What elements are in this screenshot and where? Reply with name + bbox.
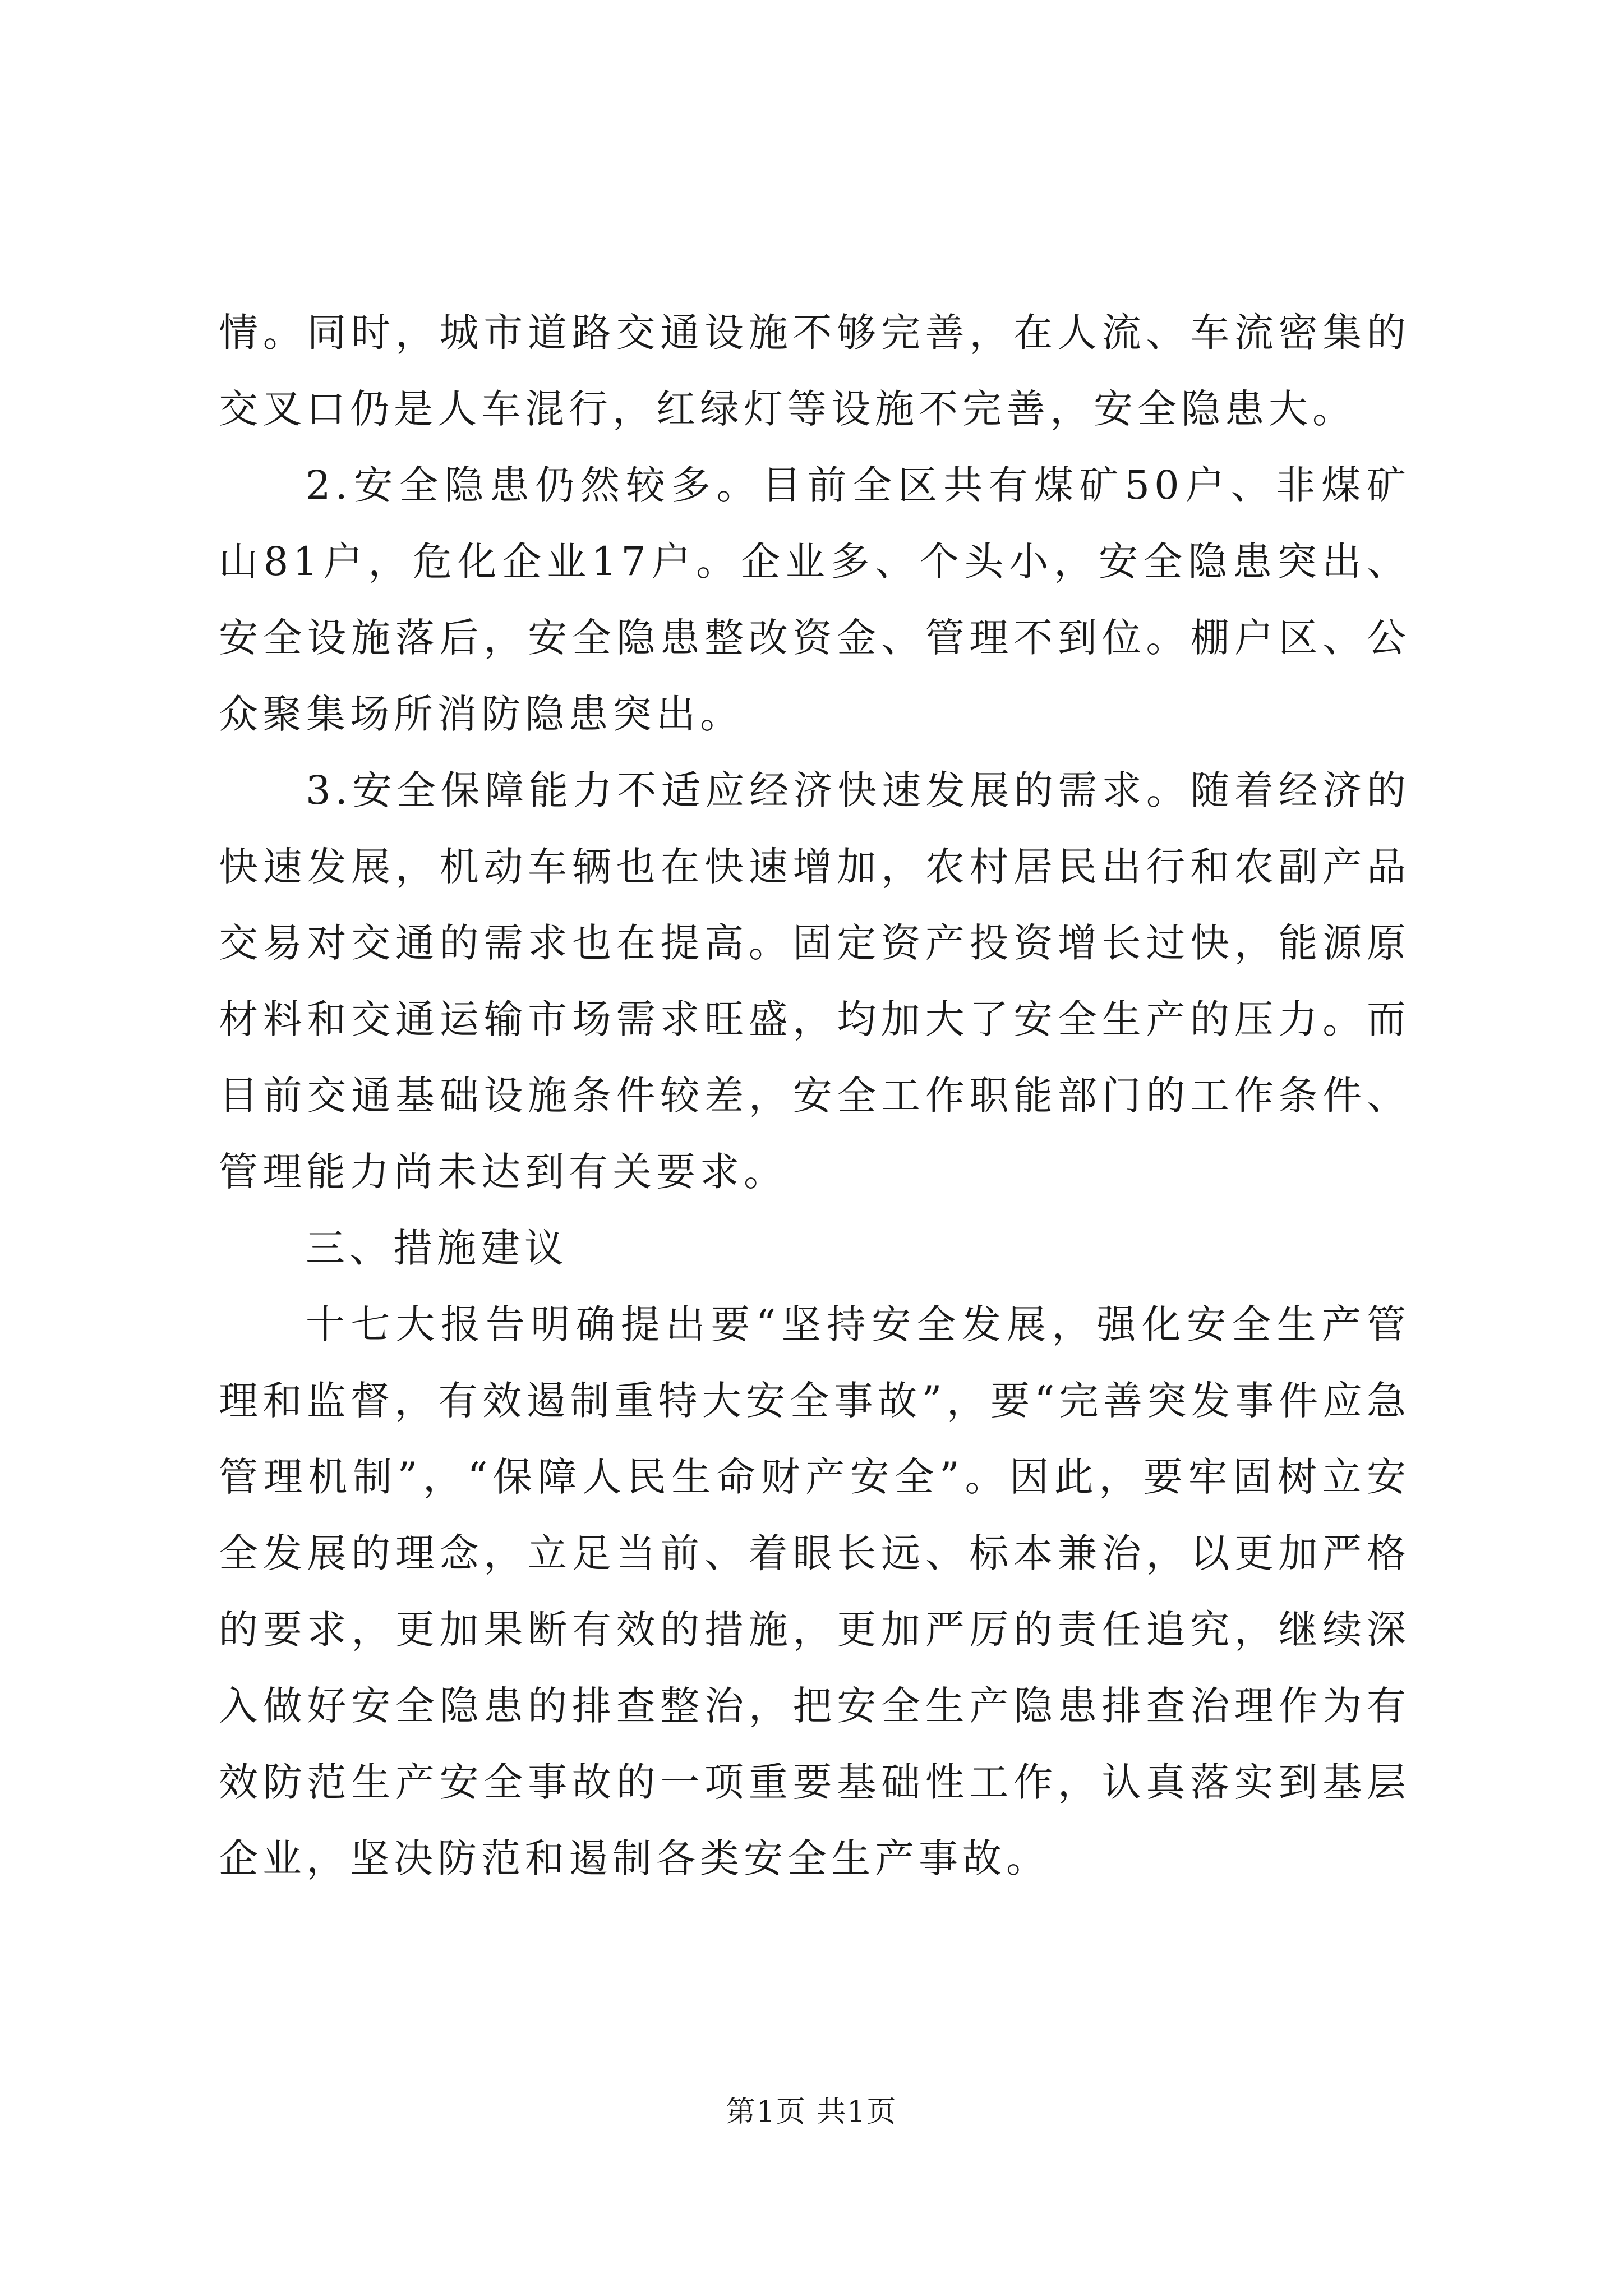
paragraph-continuation: 情。同时，城市道路交通设施不够完善，在人流、车流密集的交叉口仍是人车混行，红绿灯等设施不完善，安全隐患大。 [219, 310, 1410, 432]
document-body [219, 295, 1410, 1897]
paragraph-point-3: 3.安全保障能力不适应经济快速发展的需求。随着经济的快速发展，机动车辆也在快速增加，农村居民出行和农副产品交易对交通的需求也在提高。固定资产投资增长过快，能源原材料和交通运输市场需求旺盛，均加大了安全生产的压力。而目前交通基础设施条件较差，安全工作职能部门的工作条件、管理能力尚未达到有关要求。 [219, 767, 1410, 1195]
section-heading: 三、措施建议 [306, 1225, 568, 1271]
page-number-footer: 第1页 共1页 [726, 2095, 897, 2129]
paragraph-point-2: 2.安全隐患仍然较多。目前全区共有煤矿50户、非煤矿山81户，危化企业17户。企业多、个头小，安全隐患突出、安全设施落后，安全隐患整改资金、管理不到位。棚户区、公众聚集场所消防隐患突出。 [219, 462, 1410, 737]
paragraph-measures: 十七大报告明确提出要“坚持安全发展，强化安全生产管理和监督，有效遏制重特大安全事故”，要“完善突发事件应急管理机制”，“保障人民生命财产安全”。因此，要牢固树立安全发展的理念，立足当前、着眼长远、标本兼治，以更加严格的要求，更加果断有效的措施，更加严厉的责任追究，继续深入做好安全隐患的排查整治，把安全生产隐患排查治理作为有效防范生产安全事故的一项重要基础性工作，认真落实到基层企业，坚决防范和遏制各类安全生产事故。 [219, 1301, 1410, 1881]
